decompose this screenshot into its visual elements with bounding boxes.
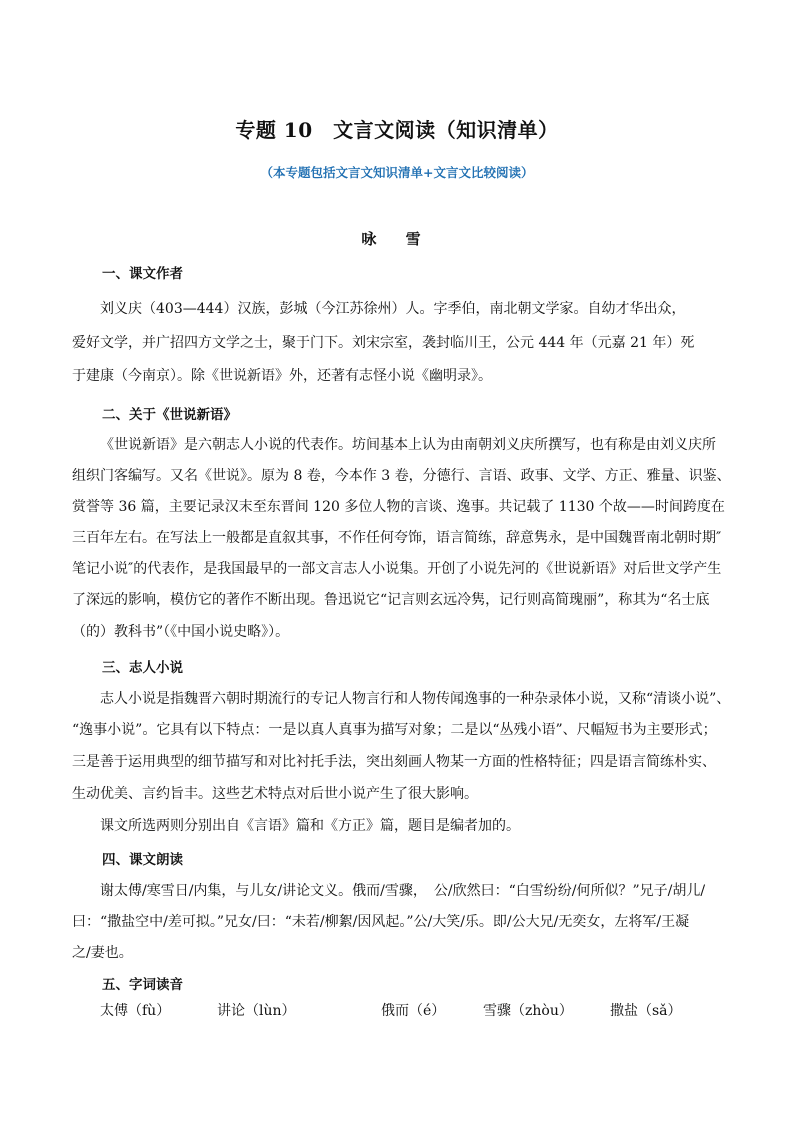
pronunciation-item: 雪骤（zhòu） xyxy=(483,1003,573,1019)
zhiren-line: “逸事小说”。它具有以下特点：一是以真人真事为描写对象；二是以“丛残小语”、尺幅短书为主要形式； xyxy=(72,722,717,738)
reading-line: 之/妻也。 xyxy=(72,945,133,961)
lesson-title: 咏 雪 xyxy=(361,230,433,248)
shishuo-line: 赏誉等 36 篇，主要记录汉末至东晋间 120 多位人物的言谈、逸事。共记载了 1130 个故——时间跨度在 xyxy=(72,499,725,515)
section-heading-reading: 四、课文朗读 xyxy=(102,852,183,868)
document-subtitle: （本专题包括文言文知识清单+文言文比较阅读） xyxy=(260,165,534,180)
zhiren-line: 课文所选两则分别出自《言语》篇和《方正》篇，题目是编者加的。 xyxy=(100,818,520,834)
document-title: 专题 10 文言文阅读（知识清单） xyxy=(235,118,559,142)
author-line: 于建康（今南京）。除《世说新语》外，还著有志怪小说《幽明录》。 xyxy=(72,368,492,384)
section-heading-author: 一、课文作者 xyxy=(102,266,183,282)
shishuo-line: 了深远的影响，模仿它的著作不断出现。鲁迅说它“记言则玄远冷隽，记行则高简瑰丽”，称其为“名士底 xyxy=(72,592,710,608)
pronunciation-item: 太傅（fù） xyxy=(100,1003,171,1019)
shishuo-line: 组织门客编写。又名《世说》。原为 8 卷，今本作 3 卷，分德行、言语、政事、文学、方正、雅量、识鉴、 xyxy=(72,468,731,484)
shishuo-line: 三百年左右。在写法上一般都是直叙其事，不作任何夸饰，语言简练，辞意隽永，是中国魏晋南北朝时期″ xyxy=(72,530,722,546)
pronunciation-item: 撒盐（sǎ） xyxy=(610,1003,682,1019)
zhiren-line: 生动优美、言约旨丰。这些艺术特点对后世小说产生了很大影响。 xyxy=(72,786,478,802)
zhiren-line: 志人小说是指魏晋六朝时期流行的专记人物言行和人物传闻逸事的一种杂录体小说，又称“清谈小说”、 xyxy=(100,691,731,707)
zhiren-line: 三是善于运用典型的细节描写和对比衬托手法，突出刻画人物某一方面的性格特征；四是语言简练朴实、 xyxy=(72,754,716,770)
section-heading-zhiren: 三、志人小说 xyxy=(102,660,183,676)
pronunciation-item: 俄而（é） xyxy=(381,1003,446,1019)
author-line: 爱好文学，并广招四方文学之士，聚于门下。刘宋宗室，袭封临川王，公元 444 年（元嘉 21 年）死 xyxy=(72,335,695,351)
shishuo-line: 《世说新语》是六朝志人小说的代表作。坊间基本上认为由南朝刘义庆所撰写，也有称是由刘义庆所 xyxy=(100,437,716,453)
reading-line: 曰：“撒盐空中/差可拟。”兄女/曰：“未若/柳絮/因风起。”公/大笑/乐。即/公大兄/无奕女，左将军/王凝 xyxy=(72,914,690,930)
section-heading-pronunciation: 五、字词读音 xyxy=(102,977,183,993)
section-heading-shishuo: 二、关于《世说新语》 xyxy=(102,407,237,423)
shishuo-line: 笔记小说″的代表作，是我国最早的一部文言志人小说集。开创了小说先河的《世说新语》对后世文学产生 xyxy=(72,561,722,577)
author-line: 刘义庆（403—444）汉族，彭城（今江苏徐州）人。字季伯，南北朝文学家。自幼才华出众， xyxy=(100,301,686,317)
reading-line: 谢太傅/寒雪日/内集，与儿女/讲论文义。俄而/雪骤， 公/欣然曰：“白雪纷纷/何所似？”兄子/胡儿/ xyxy=(100,883,706,899)
pronunciation-item: 讲论（lùn） xyxy=(217,1003,296,1019)
shishuo-line: （的）教科书”（《中国小说史略》）。 xyxy=(72,624,290,640)
